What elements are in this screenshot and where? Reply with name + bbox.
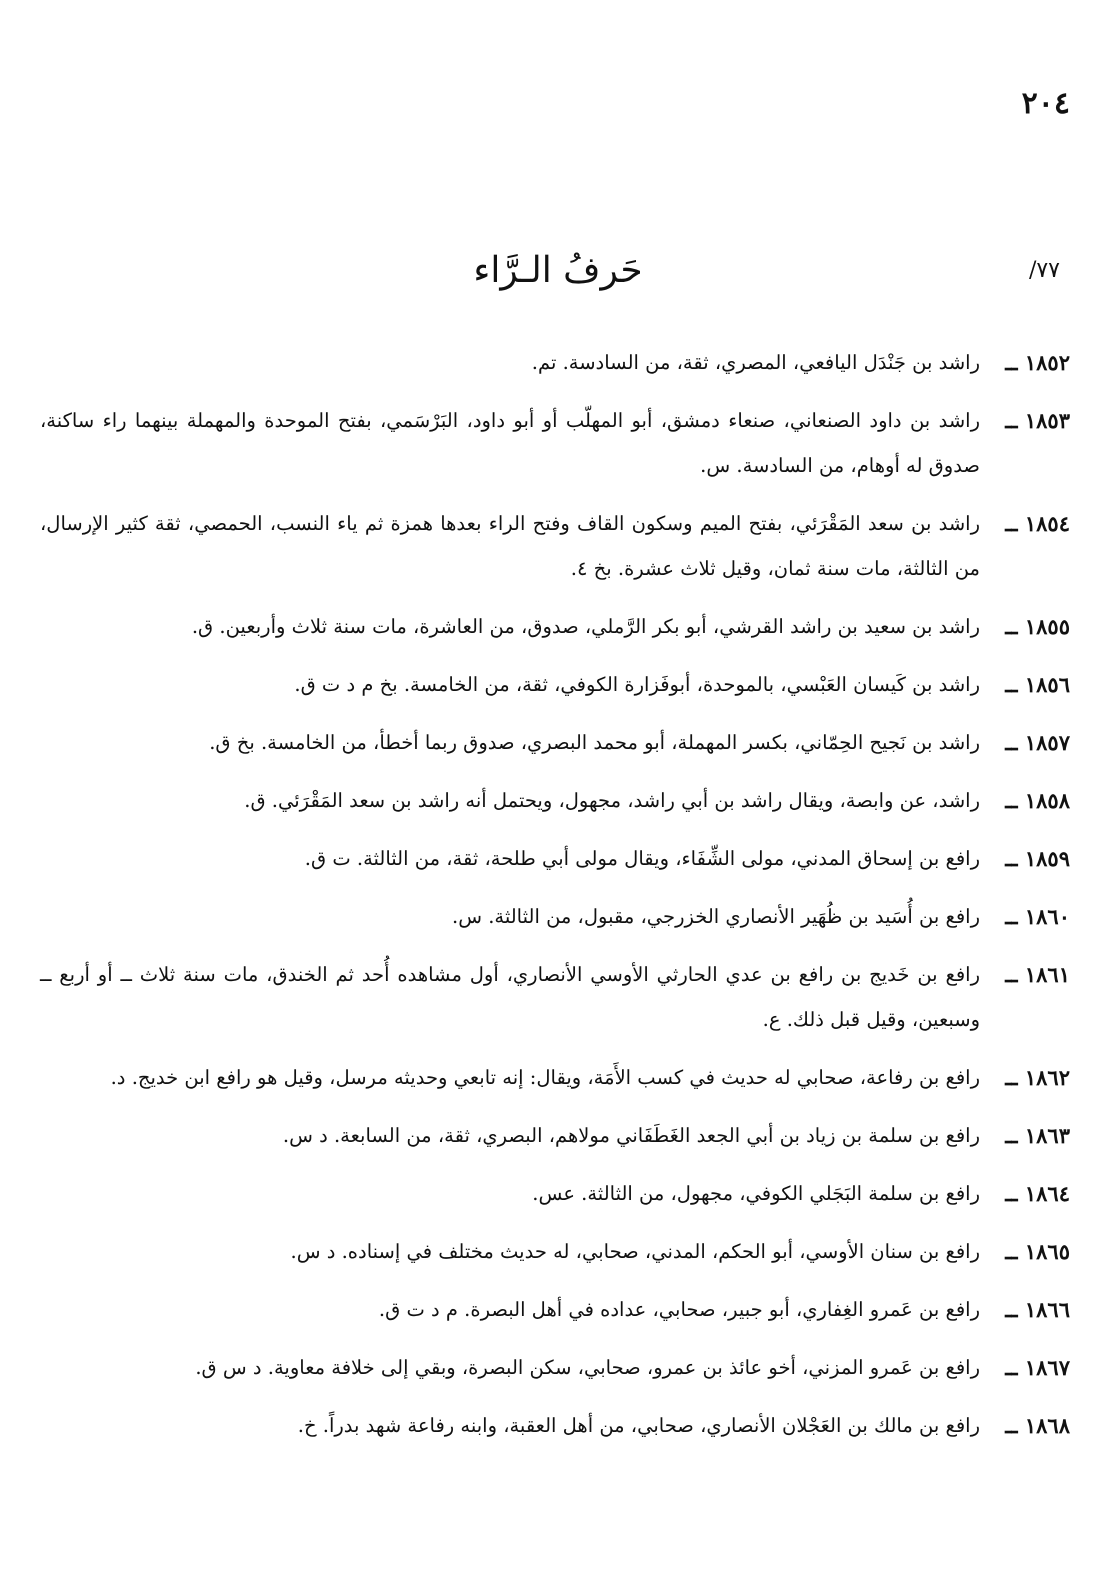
entry: [40, 398, 1070, 488]
entry: [40, 1229, 1070, 1274]
entry-text: رافع بن إسحاق المدني، مولى الشِّفَاء، ويقال مولى أبي طلحة، ثقة، من الثالثة. ت ق.: [304, 847, 980, 870]
entry: [40, 604, 1070, 649]
entry: [40, 1287, 1070, 1332]
entry-text: راشد بن سعد المَقْرَئي، بفتح الميم وسكون القاف وفتح الراء بعدها همزة ثم ياء النسب، الحمصي، ثقة كثير الإرسال، من الثالثة، مات سنة ثمان، وقيل ثلاث عشرة. بخ ٤.: [40, 512, 980, 580]
entry-text: رافع بن سلمة بن زياد بن أبي الجعد الغَطَفَاني مولاهم، البصري، ثقة، من السابعة. د س.: [282, 1124, 980, 1147]
entry-number: ١٨٥٨ ــ: [1005, 788, 1070, 813]
side-reference: /٧٧: [1028, 258, 1060, 283]
entry-number: ١٨٥٢ ــ: [1005, 350, 1070, 375]
entry-number: ١٨٦١ ــ: [1005, 962, 1070, 987]
entry-text: رافع بن أُسَيد بن ظُهَير الأنصاري الخزرجي، مقبول، من الثالثة. س.: [452, 905, 980, 928]
entry-number: ١٨٦٤ ــ: [1005, 1181, 1070, 1206]
entry-text: راشد بن داود الصنعاني، صنعاء دمشق، أبو المهلّب أو أبو داود، البَرْسَمي، بفتح الموحدة والمهملة بينهما راء ساكنة، صدوق له أوهام، من السادسة. س.: [40, 409, 980, 477]
entry-text: رافع بن خَديج بن رافع بن عدي الحارثي الأوسي الأنصاري، أول مشاهده أُحد ثم الخندق، مات سنة ثلاث ــ أو أربع ــ وسبعين، وقيل قبل ذلك. ع.: [40, 963, 980, 1031]
page-number: ٢٠٤: [1021, 86, 1070, 121]
entry: [40, 836, 1070, 881]
entry-number: ١٨٥٧ ــ: [1005, 730, 1070, 755]
entries-list: [40, 340, 1070, 1461]
entry-text: راشد بن سعيد بن راشد القرشي، أبو بكر الرَّملي، صدوق، من العاشرة، مات سنة ثلاث وأربعين. ق.: [191, 615, 980, 638]
entry-number: ١٨٦٥ ــ: [1005, 1239, 1070, 1264]
entry-number: ١٨٥٩ ــ: [1005, 846, 1070, 871]
entry-number: ١٨٥٦ ــ: [1005, 672, 1070, 697]
entry: [40, 340, 1070, 385]
entry-text: راشد بن نَجيح الحِمّاني، بكسر المهملة، أبو محمد البصري، صدوق ربما أخطأ، من الخامسة. بخ ق.: [209, 731, 980, 754]
entry-text: راشد بن جَنْدَل اليافعي، المصري، ثقة، من السادسة. تم.: [531, 351, 980, 374]
entry: [40, 501, 1070, 591]
entry-text: رافع بن عَمرو الغِفاري، أبو جبير، صحابي، عداده في أهل البصرة. م د ت ق.: [378, 1298, 980, 1321]
entry-text: راشد، عن وابصة، ويقال راشد بن أبي راشد، مجهول، ويحتمل أنه راشد بن سعد المَقْرَئي. ق.: [244, 789, 980, 812]
entry-number: ١٨٦٧ ــ: [1005, 1355, 1070, 1380]
entry: [40, 1171, 1070, 1216]
entry-number: ١٨٦٣ ــ: [1005, 1123, 1070, 1148]
entry-number: ١٨٥٤ ــ: [1005, 511, 1070, 536]
entry-number: ١٨٥٣ ــ: [1005, 408, 1070, 433]
entry-text: رافع بن سنان الأوسي، أبو الحكم، المدني، صحابي، له حديث مختلف في إسناده. د س.: [290, 1240, 980, 1263]
entry: [40, 1113, 1070, 1158]
entry: [40, 1055, 1070, 1100]
entry-number: ١٨٦٢ ــ: [1005, 1065, 1070, 1090]
entry-number: ١٨٥٥ ــ: [1005, 614, 1070, 639]
entry-text: رافع بن عَمرو المزني، أخو عائذ بن عمرو، صحابي، سكن البصرة، وبقي إلى خلافة معاوية. د س ق.: [195, 1356, 980, 1379]
entry: [40, 1345, 1070, 1390]
entry: [40, 662, 1070, 707]
entry-text: رافع بن رفاعة، صحابي له حديث في كسب الأَمَة، ويقال: إنه تابعي وحديثه مرسل، وقيل هو رافع ابن خديج. د.: [110, 1066, 980, 1089]
entry-number: ١٨٦٨ ــ: [1005, 1413, 1070, 1438]
entry-text: راشد بن كَيسان العَبْسي، بالموحدة، أبوفَزارة الكوفي، ثقة، من الخامسة. بخ م د ت ق.: [294, 673, 980, 696]
section-title: حَرفُ الـرَّاء: [473, 250, 643, 291]
entry: [40, 1403, 1070, 1448]
entry: [40, 894, 1070, 939]
entry-number: ١٨٦٦ ــ: [1005, 1297, 1070, 1322]
entry: [40, 778, 1070, 823]
entry: [40, 952, 1070, 1042]
entry-number: ١٨٦٠ ــ: [1005, 904, 1070, 929]
entry-text: رافع بن سلمة البَجَلي الكوفي، مجهول، من الثالثة. عس.: [532, 1182, 980, 1205]
entry: [40, 720, 1070, 765]
entry-text: رافع بن مالك بن العَجْلان الأنصاري، صحابي، من أهل العقبة، وابنه رفاعة شهد بدراً. خ.: [297, 1414, 980, 1437]
